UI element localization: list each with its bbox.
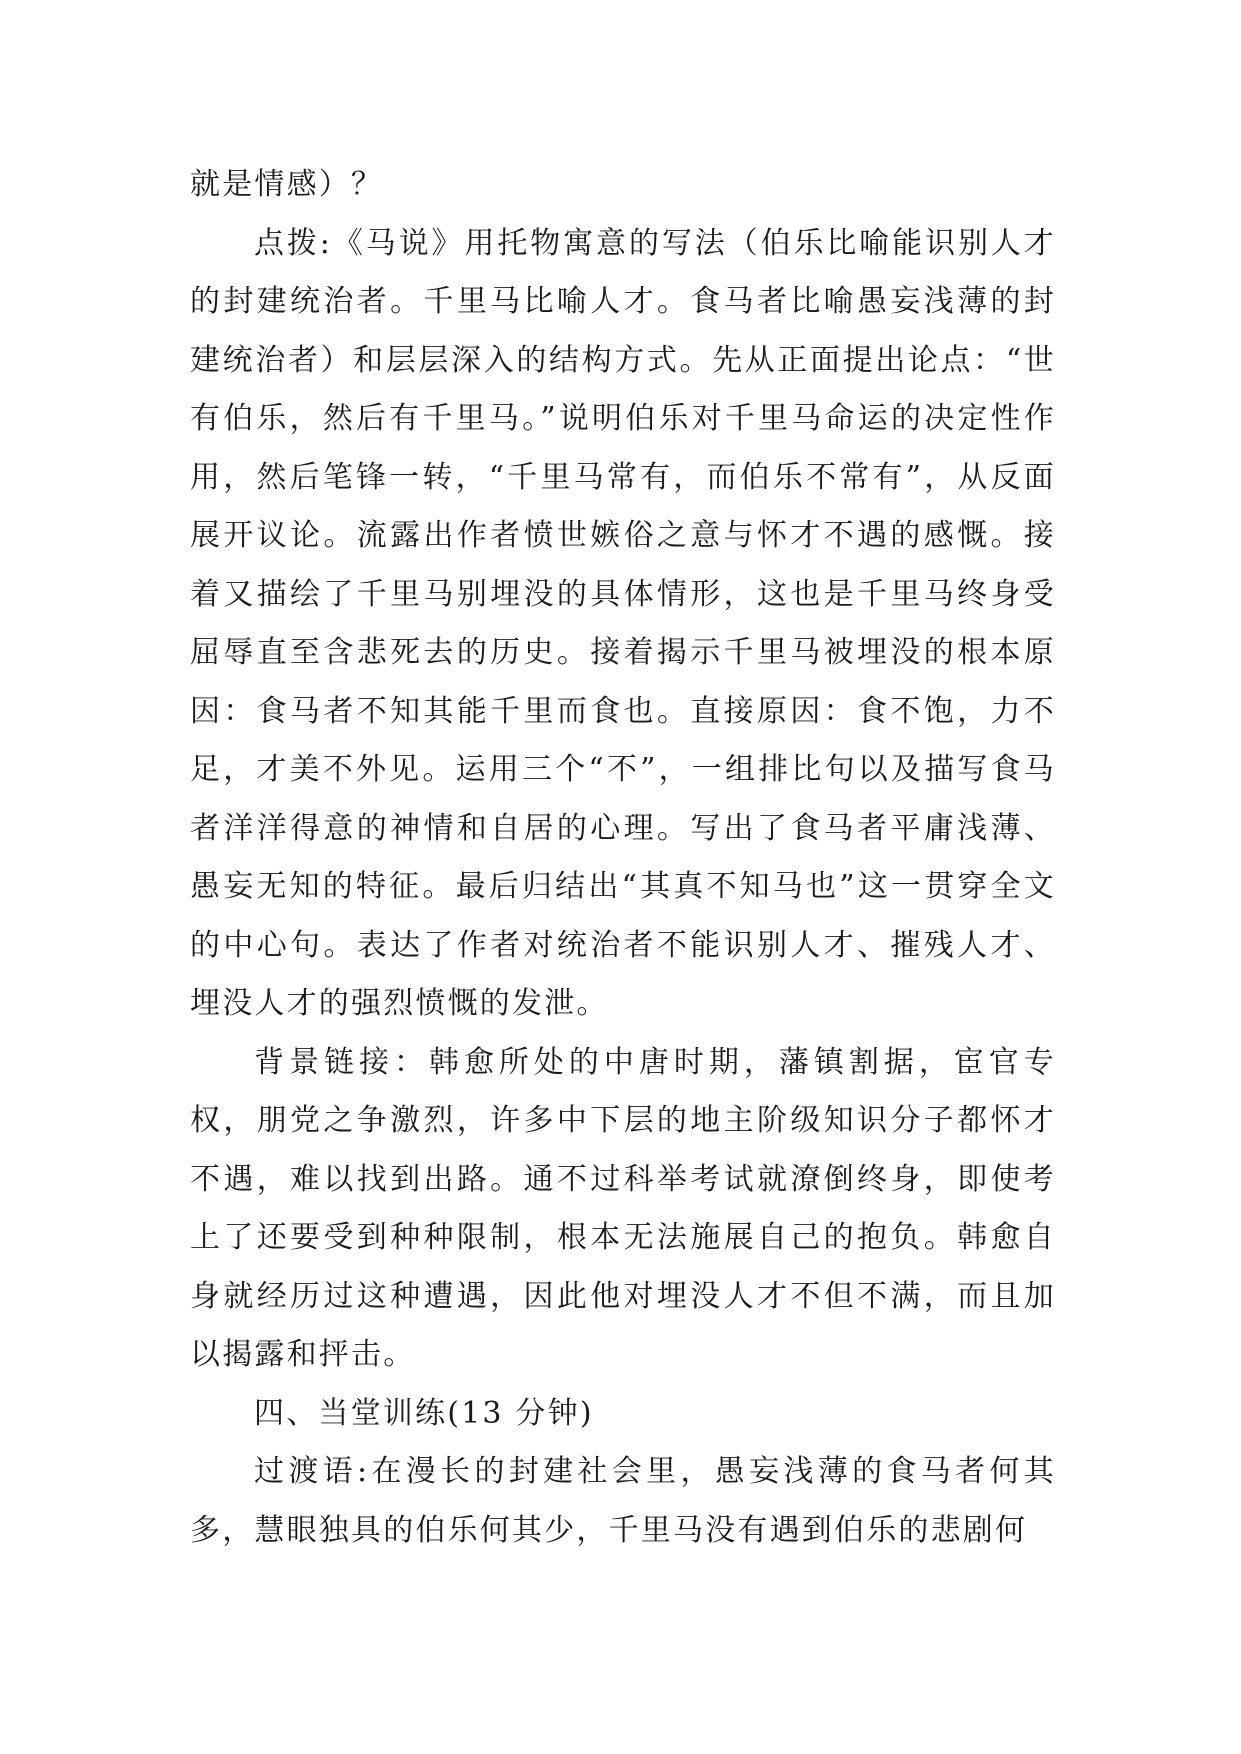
section-heading-training: 四、当堂训练(13 分钟)	[254, 1395, 594, 1431]
document-body	[190, 156, 1056, 1560]
paragraph-background-link: 背景链接：韩愈所处的中唐时期，藩镇割据，宦官专权，朋党之争激烈，许多中下层的地主阶级知识分子都怀才不遇，难以找到出路。通不过科举考试就潦倒终身，即使考上了还要受到种种限制，根本无法施展自己的抱负。韩愈自身就经历过这种遭遇，因此他对埋没人才不但不满，而且加以揭露和抨击。	[190, 1044, 1056, 1372]
paragraph-continuation: 就是情感）？	[190, 167, 384, 202]
paragraph-hint: 点拨:《马说》用托物寓意的写法（伯乐比喻能识别人才的封建统治者。千里马比喻人才。食马者比喻愚妄浅薄的封建统治者）和层层深入的结构方式。先从正面提出论点：“世有伯乐，然后有千里马。”说明伯乐对千里马命运的决定性作用，然后笔锋一转，“千里马常有，而伯乐不常有”，从反面展开议论。流露出作者愤世嫉俗之意与怀才不遇的感慨。接着又描绘了千里马别埋没的具体情形，这也是千里马终身受屈辱直至含悲死去的历史。接着揭示千里马被埋没的根本原因：食马者不知其能千里而食也。直接原因：食不饱，力不足，才美不外见。运用三个“不”，一组排比句以及描写食马者洋洋得意的神情和自居的心理。写出了食马者平庸浅薄、愚妄无知的特征。最后归结出“其真不知马也”这一贯穿全文的中心句。表达了作者对统治者不能识别人才、摧残人才、埋没人才的强烈愤慨的发泄。	[190, 225, 1056, 1021]
paragraph-transition: 过渡语:在漫长的封建社会里，愚妄浅薄的食马者何其多，慧眼独具的伯乐何其少，千里马没有遇到伯乐的悲剧何	[190, 1454, 1056, 1548]
